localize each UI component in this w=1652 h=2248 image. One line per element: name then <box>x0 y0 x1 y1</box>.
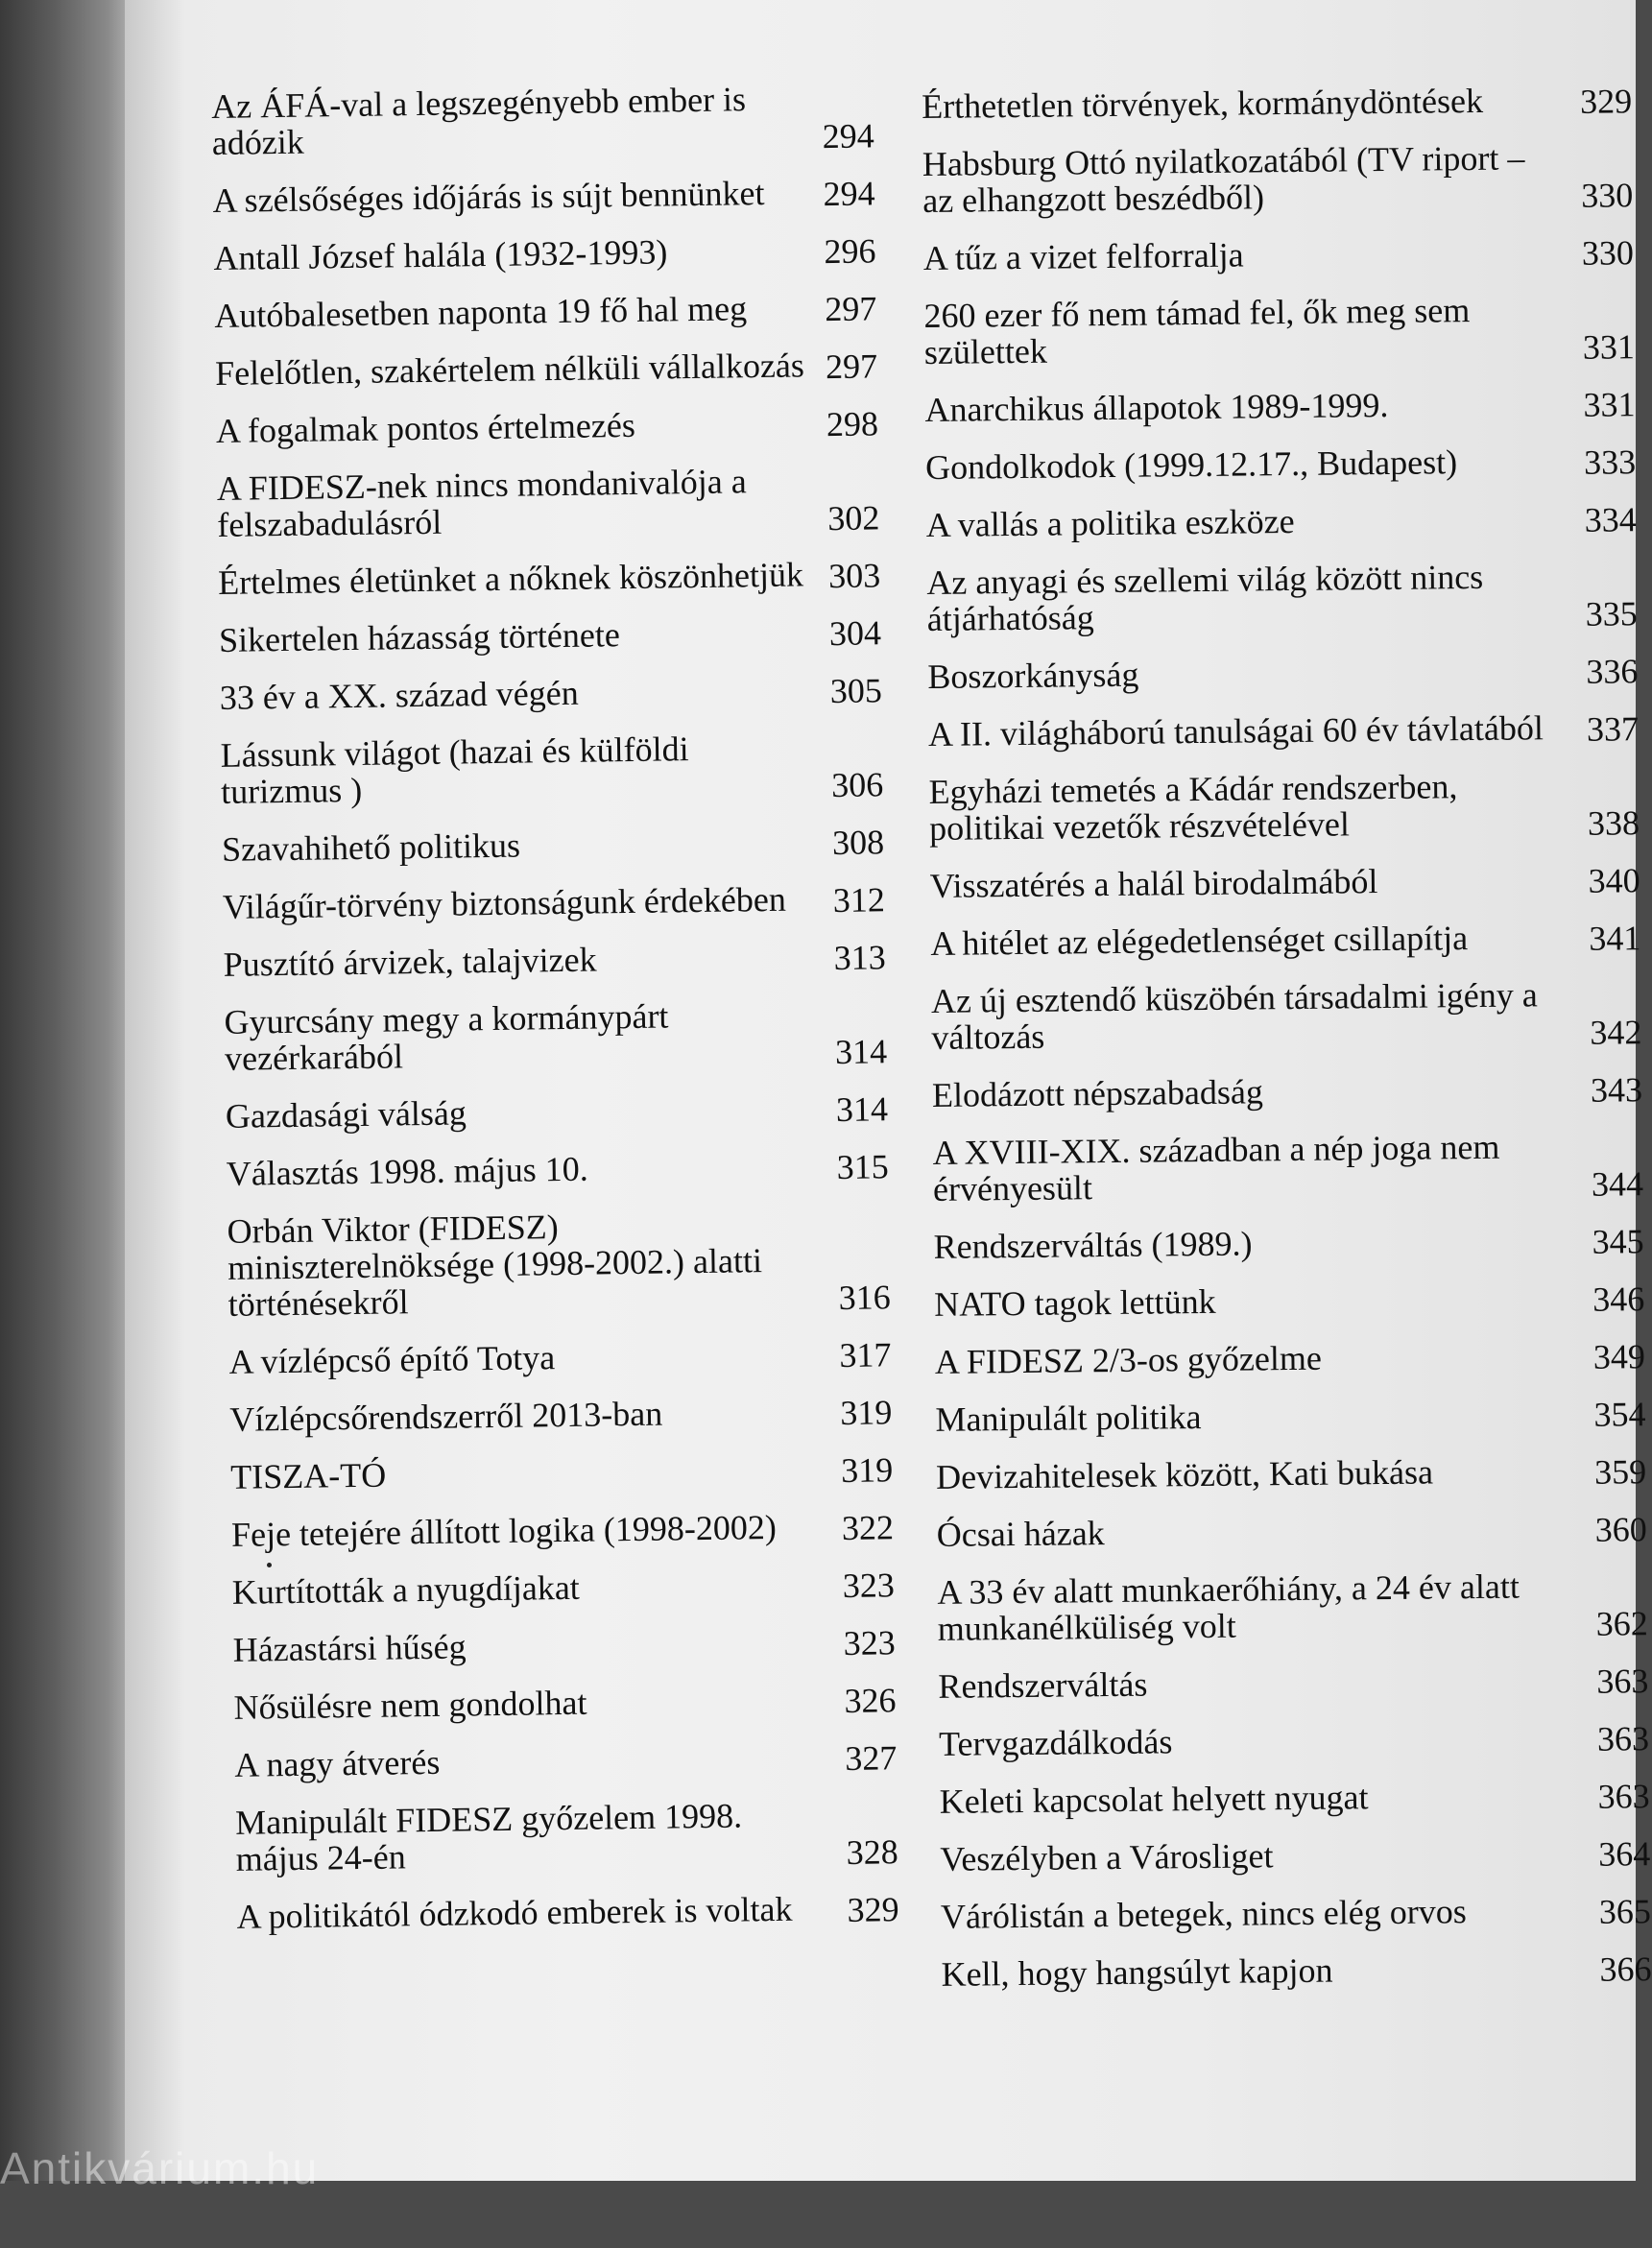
toc-entry-title: A 33 év alatt munkaerőhiány, a 24 év alatt munkanélküliség volt <box>937 1566 1520 1648</box>
toc-entry <box>236 1888 1004 1935</box>
toc-entry <box>931 975 1642 1056</box>
toc-entry <box>922 138 1634 219</box>
toc-entry-title: Devizahitelesek között, Kati bukása <box>935 1452 1434 1496</box>
toc-entry-page-number: 345 <box>1592 1222 1644 1261</box>
toc-entry <box>222 821 990 868</box>
toc-entry-page-number: 317 <box>839 1335 892 1375</box>
toc-entry-title: Manipulált FIDESZ győzelem 1998. május 24-én <box>234 1796 743 1878</box>
toc-entry <box>234 1736 1002 1783</box>
toc-entry-title: A vízlépcső építő Totya <box>228 1338 556 1381</box>
toc-entry <box>941 1891 1651 1935</box>
toc-entry-page-number: 340 <box>1588 861 1640 900</box>
toc-entry <box>928 766 1640 847</box>
toc-entry <box>925 442 1636 486</box>
toc-entry <box>923 290 1635 371</box>
toc-entry-page-number: 326 <box>844 1681 897 1720</box>
toc-entry-page-number: 342 <box>1590 1013 1642 1052</box>
toc-entry-page-number: 308 <box>831 823 885 863</box>
toc-entry-page-number: 335 <box>1585 594 1638 634</box>
toc-entry-page-number: 323 <box>843 1623 896 1662</box>
toc-entry-title: Veszélyben a Városliget <box>940 1836 1274 1878</box>
toc-entry-page-number: 330 <box>1580 176 1634 215</box>
toc-entry <box>934 1279 1644 1323</box>
toc-entry-title: A XVIII-XIX. században a nép joga nem érvényesült <box>932 1127 1500 1208</box>
toc-entry-title: Az új esztendő küszöbén társadalmi igény a változás <box>930 975 1538 1057</box>
toc-entry <box>933 1221 1643 1265</box>
toc-entry-page-number: 297 <box>824 289 877 329</box>
toc-entry-page-number: 313 <box>833 938 886 978</box>
toc-entry-title: A FIDESZ-nek nincs mondanivalója a felszabadulásról <box>216 462 747 544</box>
toc-entry-page-number: 343 <box>1590 1070 1643 1110</box>
toc-entry-title: Világűr-törvény biztonságunk érdekében <box>222 879 787 926</box>
toc-entry-title: Rendszerváltás <box>938 1664 1148 1706</box>
toc-entry-title: Lássunk világot (hazai és külföldi turizmus ) <box>220 729 689 811</box>
toc-entry <box>216 402 984 449</box>
toc-entry-page-number: 354 <box>1593 1395 1646 1434</box>
toc-entry-title: Orbán Viktor (FIDESZ) miniszterelnöksége (1998-2002.) alatti történésekről <box>227 1208 763 1324</box>
toc-entry-title: Feje tetejére állított logika (1998-2002) <box>230 1507 778 1554</box>
toc-entry <box>927 651 1638 695</box>
toc-entry-page-number: 315 <box>836 1147 890 1187</box>
toc-entry <box>233 1679 1001 1726</box>
toc-entry-title: NATO tagok lettünk <box>934 1281 1216 1324</box>
toc-entry-title: A vallás a politika eszköze <box>925 501 1295 544</box>
toc-entry-page-number: 363 <box>1597 1777 1650 1816</box>
toc-entry-title: Keleti kapcsolat helyett nyugat <box>939 1778 1369 1821</box>
toc-entry-title: A nagy átverés <box>234 1742 441 1784</box>
toc-entry-page-number: 360 <box>1594 1510 1647 1549</box>
toc-entry-page-number: 314 <box>835 1089 889 1130</box>
toc-entry-page-number: 349 <box>1592 1337 1646 1376</box>
toc-entry-title: Kurtították a nyugdíjakat <box>231 1567 581 1612</box>
toc-entry-page-number: 329 <box>1579 82 1633 121</box>
toc-entry-title: A tűz a vizet felforralja <box>922 235 1244 277</box>
toc-entry <box>219 611 987 658</box>
toc-entry <box>938 1661 1648 1705</box>
toc-entry-title: Szavahihető politikus <box>221 825 521 869</box>
toc-entry-title: A szélsőséges időjárás is sújt bennünket <box>212 173 765 220</box>
book-page <box>125 0 1652 2181</box>
toc-entry-page-number: 338 <box>1587 803 1640 843</box>
toc-entry-page-number: 327 <box>845 1738 898 1778</box>
toc-entry-title: Sikertelen házasság története <box>218 615 621 659</box>
toc-entry-title: A II. világháború tanulságai 60 év távlatából <box>927 708 1544 753</box>
toc-entry-page-number: 314 <box>834 1032 888 1072</box>
toc-entry <box>935 1336 1645 1380</box>
toc-entry-title: Manipulált politika <box>935 1398 1202 1439</box>
toc-entry-page-number: 305 <box>829 671 883 711</box>
toc-entry-page-number: 341 <box>1589 919 1641 958</box>
toc-entry-title: Az ÁFÁ-val a legszegényebb ember is adózik <box>210 80 747 162</box>
toc-entry <box>227 1145 994 1192</box>
toc-entry-page-number: 329 <box>847 1890 899 1929</box>
toc-entry-page-number: 298 <box>826 404 879 444</box>
toc-entry-title: Várólistán a betegek, nincs elég orvos <box>940 1892 1467 1936</box>
toc-entry-title: Rendszerváltás (1989.) <box>933 1224 1253 1266</box>
watermark: Antikvárium.hu <box>0 2143 320 2193</box>
toc-entry-title: Gazdasági válság <box>225 1093 467 1136</box>
ink-speck <box>267 1563 272 1567</box>
toc-entry <box>923 232 1634 276</box>
toc-entry <box>214 287 982 334</box>
toc-entry-page-number: 331 <box>1583 385 1636 424</box>
toc-entry <box>223 936 991 983</box>
toc-entry-page-number: 319 <box>840 1393 893 1432</box>
toc-entry <box>229 1391 997 1438</box>
toc-entry-page-number: 365 <box>1598 1892 1652 1931</box>
toc-entry-page-number: 328 <box>846 1832 899 1872</box>
toc-entry-page-number: 312 <box>832 880 886 921</box>
toc-entry-page-number: 323 <box>842 1566 896 1605</box>
toc-entry-title: Egyházi temetés a Kádár rendszerben, politikai vezetők részvételével <box>928 767 1458 848</box>
toc-entry <box>235 1794 1004 1877</box>
toc-entry-page-number: 306 <box>830 765 884 805</box>
toc-entry-page-number: 304 <box>828 613 882 654</box>
toc-entry-title: Gondolkodok (1999.12.17., Budapest) <box>924 442 1458 487</box>
toc-entry-page-number: 322 <box>841 1508 895 1547</box>
toc-entry <box>930 860 1640 904</box>
toc-entry <box>220 727 989 810</box>
toc-entry-page-number: 337 <box>1586 709 1640 749</box>
toc-entry-title: Felelőtlen, szakértelem nélküli vállalkozás <box>214 346 805 393</box>
toc-entry <box>930 918 1640 962</box>
toc-entry-page-number: 363 <box>1596 1662 1649 1701</box>
toc-entry-title: Pusztító árvizek, talajvizek <box>223 940 597 984</box>
toc-entry-page-number: 363 <box>1596 1719 1650 1758</box>
toc-entry-title: 260 ezer fő nem támad fel, ők meg sem születtek <box>923 291 1471 371</box>
toc-entry <box>218 554 986 601</box>
toc-entry-title: Visszatérés a halál birodalmából <box>929 862 1378 905</box>
toc-entry-title: Választás 1998. május 10. <box>226 1149 588 1193</box>
toc-entry-title: Boszorkányság <box>927 655 1139 696</box>
toc-entry-title: Érthetetlen törvények, kormánydöntések <box>921 81 1484 126</box>
toc-entry-title: 33 év a XX. század végén <box>219 673 579 717</box>
toc-entry-title: A FIDESZ 2/3-os győzelme <box>934 1338 1323 1381</box>
book-spine <box>0 0 134 2181</box>
toc-entry <box>936 1451 1646 1495</box>
toc-entry-page-number: 364 <box>1598 1834 1651 1874</box>
toc-entry-page-number: 296 <box>824 231 876 272</box>
toc-entry-title: A hitélet az elégedetlenséget csillapítja <box>930 919 1469 963</box>
toc-entry <box>922 81 1632 125</box>
toc-entry <box>939 1718 1649 1762</box>
toc-entry-page-number: 316 <box>838 1278 891 1317</box>
toc-entry <box>226 1088 994 1135</box>
toc-entry-page-number: 336 <box>1586 652 1639 691</box>
toc-entry-title: A fogalmak pontos értelmezés <box>215 405 636 450</box>
toc-entry <box>230 1448 998 1495</box>
toc-entry-page-number: 366 <box>1599 1949 1652 1989</box>
toc-entry-page-number: 346 <box>1592 1279 1645 1319</box>
toc-entry-page-number: 334 <box>1584 500 1637 539</box>
toc-entry <box>935 1394 1645 1438</box>
toc-entry <box>211 78 980 161</box>
toc-entry <box>232 1564 1000 1611</box>
toc-entry-title: TISZA-TÓ <box>229 1455 387 1496</box>
toc-entry <box>217 460 986 543</box>
toc-entry <box>220 669 988 716</box>
toc-entry-title: Autóbalesetben naponta 19 fő hal meg <box>214 289 748 335</box>
toc-entry-title: Anarchikus állapotok 1989-1999. <box>924 385 1389 429</box>
toc-entry-page-number: 331 <box>1582 327 1636 367</box>
toc-entry-title: Elodázott népszabadság <box>931 1072 1264 1114</box>
toc-entry-page-number: 294 <box>823 174 875 214</box>
toc-entry <box>223 878 991 925</box>
toc-entry-title: Értelmes életünket a nőknek köszönhetjük <box>217 555 804 602</box>
toc-entry <box>224 993 993 1077</box>
toc-entry <box>932 1127 1643 1208</box>
toc-entry <box>928 708 1639 753</box>
toc-entry-page-number: 333 <box>1583 442 1637 482</box>
toc-entry-title: Ócsai házak <box>936 1514 1105 1554</box>
toc-entry-title: Gyurcsány megy a kormánypárt vezérkarából <box>224 996 669 1078</box>
toc-entry <box>932 1069 1642 1113</box>
toc-entry-page-number: 297 <box>825 347 878 387</box>
toc-entry <box>926 557 1638 637</box>
toc-entry <box>924 384 1635 428</box>
toc-entry-page-number: 294 <box>822 116 875 156</box>
toc-entry <box>212 172 980 219</box>
toc-entry-page-number: 303 <box>827 556 881 596</box>
toc-entry-title: Nősülésre nem gondolhat <box>233 1683 587 1727</box>
toc-entry <box>941 1949 1651 1993</box>
toc-entry <box>215 345 983 392</box>
toc-entry <box>937 1566 1648 1647</box>
toc-entry-page-number: 344 <box>1591 1164 1644 1204</box>
toc-entry-page-number: 359 <box>1593 1452 1647 1492</box>
toc-entry <box>213 229 981 276</box>
toc-entry <box>228 1333 996 1380</box>
toc-entry-page-number: 330 <box>1581 233 1635 273</box>
toc-left-column <box>211 78 1005 1956</box>
toc-entry-page-number: 319 <box>840 1450 894 1490</box>
toc-entry <box>926 499 1637 543</box>
toc-entry-page-number: 302 <box>827 498 880 538</box>
toc-entry <box>940 1833 1650 1877</box>
toc-right-column <box>922 81 1652 2014</box>
toc-entry-title: Antall József halála (1932-1993) <box>213 232 668 277</box>
toc-entry-title: A politikától ódzkodó emberek is voltak <box>236 1889 793 1936</box>
toc-entry <box>232 1621 1000 1668</box>
toc-entry <box>939 1776 1649 1820</box>
toc-entry <box>227 1203 996 1323</box>
toc-entry-title: Vízlépcsőrendszerről 2013-ban <box>229 1394 663 1439</box>
toc-entry-title: Habsburg Ottó nyilatkozatából (TV riport – az elhangzott beszédből) <box>922 138 1525 220</box>
toc-entry-title: Tervgazdálkodás <box>938 1722 1173 1763</box>
toc-entry-title: Házastársi hűség <box>232 1627 467 1669</box>
toc-entry-title: Az anyagi és szellemi világ között nincs átjárhatóság <box>926 557 1484 638</box>
toc-entry-title: Kell, hogy hangsúlyt kapjon <box>941 1950 1333 1994</box>
toc-entry <box>231 1506 999 1553</box>
toc-entry-page-number: 362 <box>1595 1604 1648 1643</box>
toc-entry <box>937 1509 1647 1553</box>
